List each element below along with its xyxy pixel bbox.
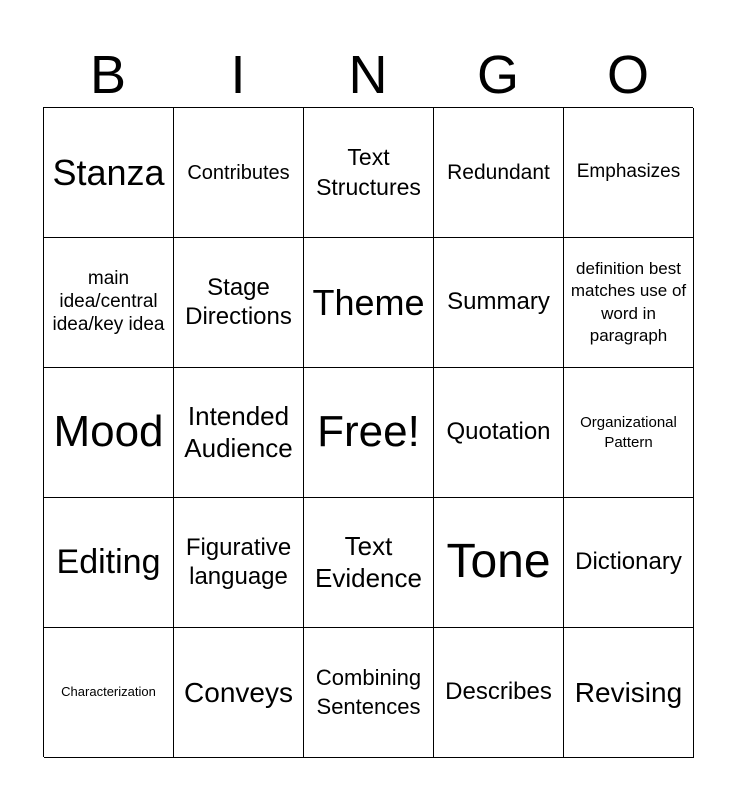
bingo-cell[interactable] <box>44 368 174 498</box>
cell-label: Editing <box>56 542 161 581</box>
cell-label: Conveys <box>184 676 293 708</box>
bingo-cell[interactable] <box>174 238 304 368</box>
bingo-cell[interactable] <box>174 368 304 498</box>
cell-label: main idea/central idea/key idea <box>52 268 165 335</box>
bingo-cell[interactable] <box>304 628 434 758</box>
bingo-cell[interactable] <box>44 628 174 758</box>
bingo-cell[interactable] <box>564 628 694 758</box>
cell-label: Describes <box>445 678 552 706</box>
cell-label: Revising <box>574 676 683 708</box>
bingo-cell[interactable] <box>44 498 174 628</box>
cell-label: Intended Audience <box>184 401 293 463</box>
cell-label: Summary <box>447 288 550 316</box>
bingo-cell[interactable] <box>304 108 434 238</box>
cell-label: Figurative language <box>185 533 292 590</box>
bingo-cell[interactable] <box>44 238 174 368</box>
header-letter-i: I <box>230 45 246 105</box>
cell-label: Quotation <box>446 418 551 446</box>
bingo-cell[interactable] <box>564 238 694 368</box>
bingo-cell[interactable] <box>174 498 304 628</box>
cell-label: definition best matches use of word in paragraph <box>570 259 687 345</box>
cell-label: Text Evidence <box>315 531 422 593</box>
cell-label: Organizational Pattern <box>580 414 677 451</box>
bingo-cell[interactable] <box>44 108 174 238</box>
cell-label: Stanza <box>52 151 165 193</box>
cell-label: Contributes <box>187 161 290 184</box>
bingo-cell[interactable] <box>304 368 434 498</box>
cell-label: Text Structures <box>316 143 421 200</box>
bingo-cell[interactable] <box>174 108 304 238</box>
cell-label: Characterization <box>61 684 156 700</box>
bingo-cell[interactable] <box>304 238 434 368</box>
cell-label: Mood <box>53 407 164 457</box>
cell-label: Dictionary <box>575 548 682 576</box>
bingo-cell[interactable] <box>564 368 694 498</box>
cell-label: Free! <box>317 407 420 457</box>
header-letter-n: N <box>348 45 388 105</box>
header-letter-o: O <box>606 45 649 105</box>
bingo-cell[interactable] <box>434 368 564 498</box>
bingo-cell[interactable] <box>304 498 434 628</box>
cell-label: Tone <box>446 535 551 589</box>
bingo-cell[interactable] <box>564 498 694 628</box>
bingo-grid <box>43 107 693 757</box>
header-letter-g: G <box>476 45 519 105</box>
header-letter-b: B <box>89 45 127 105</box>
bingo-cell[interactable] <box>434 498 564 628</box>
cell-label: Redundant <box>447 160 550 184</box>
bingo-header <box>43 44 693 106</box>
bingo-cell[interactable] <box>434 628 564 758</box>
cell-label: Theme <box>312 281 425 323</box>
cell-label: Stage Directions <box>185 273 292 330</box>
bingo-cell[interactable] <box>434 108 564 238</box>
cell-label: Combining Sentences <box>315 664 422 719</box>
cell-label: Emphasizes <box>576 161 681 183</box>
bingo-cell[interactable] <box>434 238 564 368</box>
bingo-cell[interactable] <box>174 628 304 758</box>
bingo-cell[interactable] <box>564 108 694 238</box>
